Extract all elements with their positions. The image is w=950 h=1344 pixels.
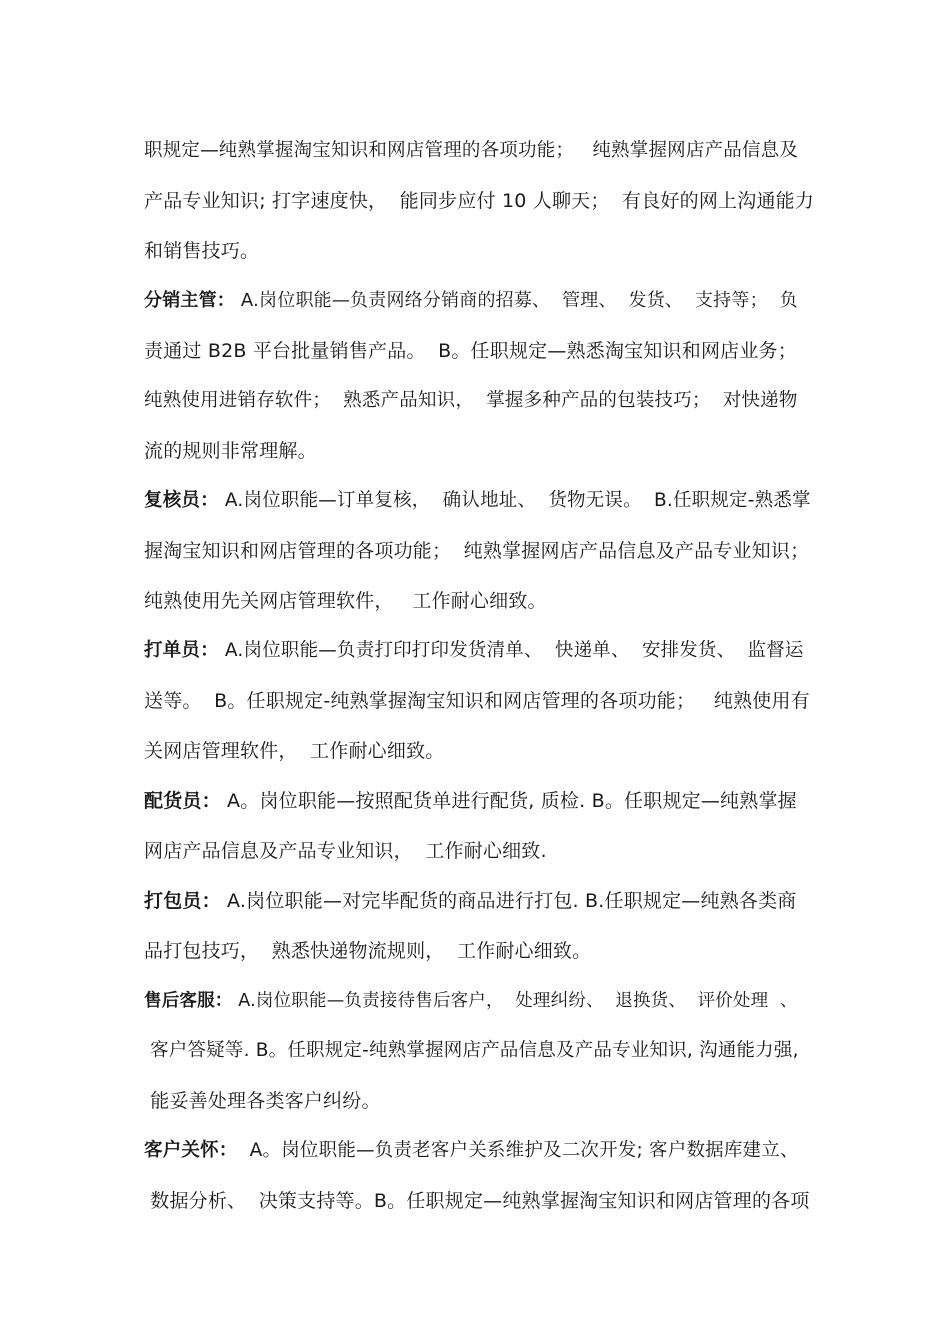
role-label: 客户关怀： [144,1140,238,1161]
role-picker [144,776,814,876]
role-label: 售后客服： [144,991,233,1011]
text-line: 数据分析、 决策支持等。B。任职规定—纯熟掌握淘宝知识和网店管理的各项 [144,1190,810,1212]
text-line: 纯熟使用进销存软件； 熟悉产品知识， 掌握多种产品的包装技巧； 对快递物 [144,390,798,411]
text-line: 纯熟使用先关网店管理软件， 工作耐心细致。 [144,590,547,612]
role-label: 打单员： [144,640,219,661]
text-line [144,976,814,1026]
role-text: A.岗位职能—对完毕配货的商品进行打包. B.任职规定—纯熟各类商 [220,890,797,912]
role-after-sales [144,976,814,1126]
text-line [144,1126,814,1176]
text-line: 能妥善处理各类客户纠纷。 [144,1090,381,1112]
role-label: 复核员： [144,490,219,511]
intro-paragraph [144,126,814,276]
role-text: A.岗位职能—订单复核， 确认地址、 货物无误。 B.任职规定-熟悉掌 [218,490,811,511]
role-text: A。岗位职能—负责老客户关系维护及二次开发; 客户数据库建立、 [237,1140,799,1161]
role-packer [144,876,814,976]
role-customer-care [144,1126,814,1226]
role-label: 打包员： [144,890,221,912]
role-text: A.岗位职能—负责打印打印发货清单、 快递单、 安排发货、 监督运 [218,640,804,661]
text-line: 关网店管理软件， 工作耐心细致。 [144,740,445,762]
text-line: 产品专业知识; 打字速度快， 能同步应付 10 人聊天； 有良好的网上沟通能力 [144,190,815,212]
document-body [144,126,814,1226]
text-line: 握淘宝知识和网店管理的各项功能； 纯熟掌握网店产品信息及产品专业知识； [144,540,810,562]
text-line [144,776,814,826]
role-label: 配货员： [144,790,221,812]
text-line [144,876,814,926]
role-label: 分销主管： [144,290,235,311]
text-line: 职规定—纯熟掌握淘宝知识和网店管理的各项功能； 纯熟掌握网店产品信息及 [144,140,799,161]
text-line: 品打包技巧， 熟悉快递物流规则， 工作耐心细致。 [144,940,592,962]
text-line: 客户答疑等. B。任职规定-纯熟掌握网店产品信息及产品专业知识, 沟通能力强, [144,1040,799,1061]
text-line: 和销售技巧。 [144,240,260,262]
text-line: 送等。 B。任职规定-纯熟掌握淘宝知识和网店管理的各项功能； 纯熟使用有 [144,690,810,712]
text-line: 流的规则非常理解。 [144,440,317,462]
text-line [144,626,814,676]
text-line: 责通过 B2B 平台批量销售产品。 B。任职规定—熟悉淘宝知识和网店业务； [144,340,797,362]
text-line [144,276,814,326]
text-line [144,476,814,526]
role-text: A.岗位职能—负责网络分销商的招募、 管理、 发货、 支持等； 负 [235,290,798,311]
text-line: 网店产品信息及产品专业知识， 工作耐心细致. [144,840,547,862]
role-reviewer [144,476,814,626]
role-distribution-manager [144,276,814,476]
role-text: A。岗位职能—按照配货单进行配货, 质检. B。任职规定—纯熟掌握 [220,790,797,812]
role-text: A.岗位职能—负责接待售后客户， 处理纠纷、 退换货、 评价处理 、 [232,991,798,1011]
role-order-printer [144,626,814,776]
